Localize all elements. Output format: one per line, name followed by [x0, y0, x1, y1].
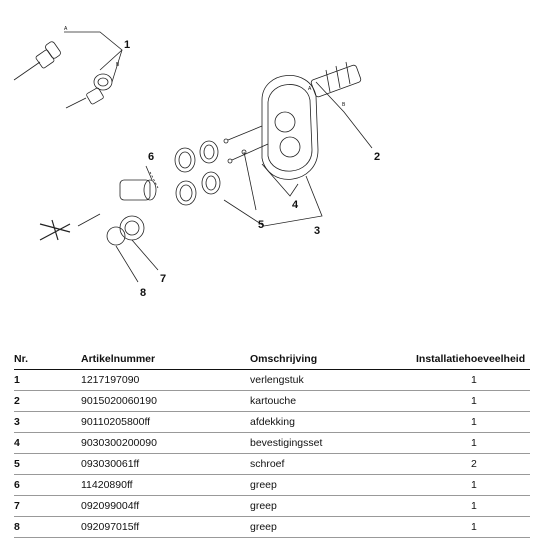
cell-artikelnummer: 9015020060190: [81, 391, 250, 412]
table-row: [14, 475, 530, 496]
marker-a-top: A: [64, 26, 68, 32]
mounting-set-part: [224, 126, 268, 163]
header-nr: Nr.: [14, 345, 81, 370]
callout-1: 1: [124, 39, 131, 51]
cell-nr: 5: [14, 454, 81, 475]
callout-2: 2: [374, 151, 381, 163]
header-omschrijving: Omschrijving: [250, 345, 416, 370]
table-row: [14, 496, 530, 517]
table-row: [14, 433, 530, 454]
cell-qty: 1: [416, 370, 530, 391]
cell-omschrijving: greep: [250, 475, 416, 496]
cell-nr: 8: [14, 517, 81, 538]
cell-omschrijving: kartouche: [250, 391, 416, 412]
marker-a-right: A: [308, 86, 312, 92]
leader-5: [244, 152, 256, 210]
header-artikelnummer: Artikelnummer: [81, 345, 250, 370]
leader-1: [64, 32, 122, 70]
parts-table: [14, 345, 530, 538]
header-installatiehoeveelheid: Installatiehoeveelheid: [416, 345, 530, 370]
cell-qty: 1: [416, 412, 530, 433]
leader-7: [132, 240, 158, 270]
cell-nr: 3: [14, 412, 81, 433]
cell-nr: 7: [14, 496, 81, 517]
cell-qty: 1: [416, 496, 530, 517]
marker-b-right: B: [342, 102, 346, 108]
leader-6: [146, 166, 152, 180]
callout-7: 7: [160, 273, 167, 285]
cell-artikelnummer: 092097015ff: [81, 517, 250, 538]
leader-4: [262, 164, 298, 196]
marker-b-top: B: [116, 62, 120, 68]
cell-artikelnummer: 90110205800ff: [81, 412, 250, 433]
table-row: [14, 412, 530, 433]
cell-omschrijving: afdekking: [250, 412, 416, 433]
table-row: [14, 370, 530, 391]
cell-omschrijving: greep: [250, 517, 416, 538]
cartridge-part: [310, 62, 361, 98]
cell-qty: 1: [416, 433, 530, 454]
cell-nr: 6: [14, 475, 81, 496]
cell-nr: 4: [14, 433, 81, 454]
cell-omschrijving: schroef: [250, 454, 416, 475]
cell-omschrijving: bevestigingsset: [250, 433, 416, 454]
cell-nr: 2: [14, 391, 81, 412]
cell-qty: 2: [416, 454, 530, 475]
cell-artikelnummer: 11420890ff: [81, 475, 250, 496]
callout-8: 8: [140, 287, 147, 299]
cell-artikelnummer: 093030061ff: [81, 454, 250, 475]
rosette-parts: [175, 141, 220, 205]
cell-artikelnummer: 1217197090: [81, 370, 250, 391]
table-header-row: [14, 345, 530, 370]
callout-3: 3: [314, 225, 321, 237]
table-row: [14, 391, 530, 412]
extension-part: [14, 41, 112, 108]
callout-4: 4: [292, 199, 299, 211]
leader-8: [116, 246, 138, 282]
cell-nr: 1: [14, 370, 81, 391]
table-row: [14, 454, 530, 475]
cell-qty: 1: [416, 475, 530, 496]
cell-qty: 1: [416, 517, 530, 538]
cell-omschrijving: verlengstuk: [250, 370, 416, 391]
cell-qty: 1: [416, 391, 530, 412]
cell-omschrijving: greep: [250, 496, 416, 517]
cell-artikelnummer: 9030300200090: [81, 433, 250, 454]
callout-6: 6: [148, 151, 155, 163]
leader-3: [224, 176, 322, 226]
table-row: [14, 517, 530, 538]
cell-artikelnummer: 092099004ff: [81, 496, 250, 517]
handle-parts: [40, 172, 158, 245]
callout-5: 5: [258, 219, 265, 231]
leader-2: [316, 82, 372, 148]
